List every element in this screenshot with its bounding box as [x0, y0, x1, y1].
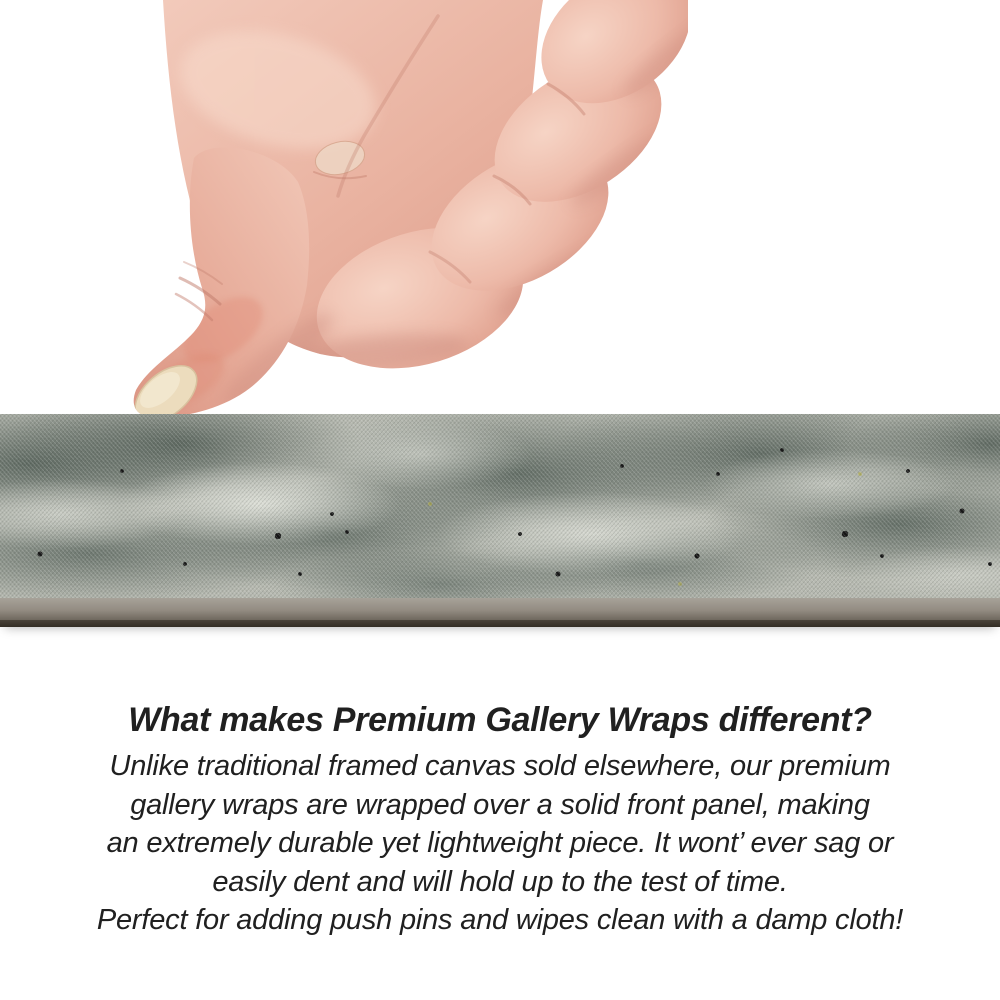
info-line: Unlike traditional framed canvas sold elsewhere, our premium [109, 750, 891, 782]
info-line: easily dent and will hold up to the test of time. [212, 865, 788, 898]
info-line: gallery wraps are wrapped over a solid front panel, making [130, 788, 870, 821]
info-heading: What makes Premium Gallery Wraps different? [128, 701, 872, 739]
info-line: an extremely durable yet lightweight piece. It wont’ ever sag or [106, 827, 894, 859]
canvas-texture [0, 414, 1000, 598]
panel-dark-edge [0, 620, 1000, 627]
canvas-side-band [0, 598, 1000, 620]
canvas-wrap-edge [0, 414, 1000, 627]
info-text [0, 700, 1000, 940]
info-line: Perfect for adding push pins and wipes clean with a damp cloth! [96, 904, 904, 936]
hand-photo [128, 0, 688, 430]
